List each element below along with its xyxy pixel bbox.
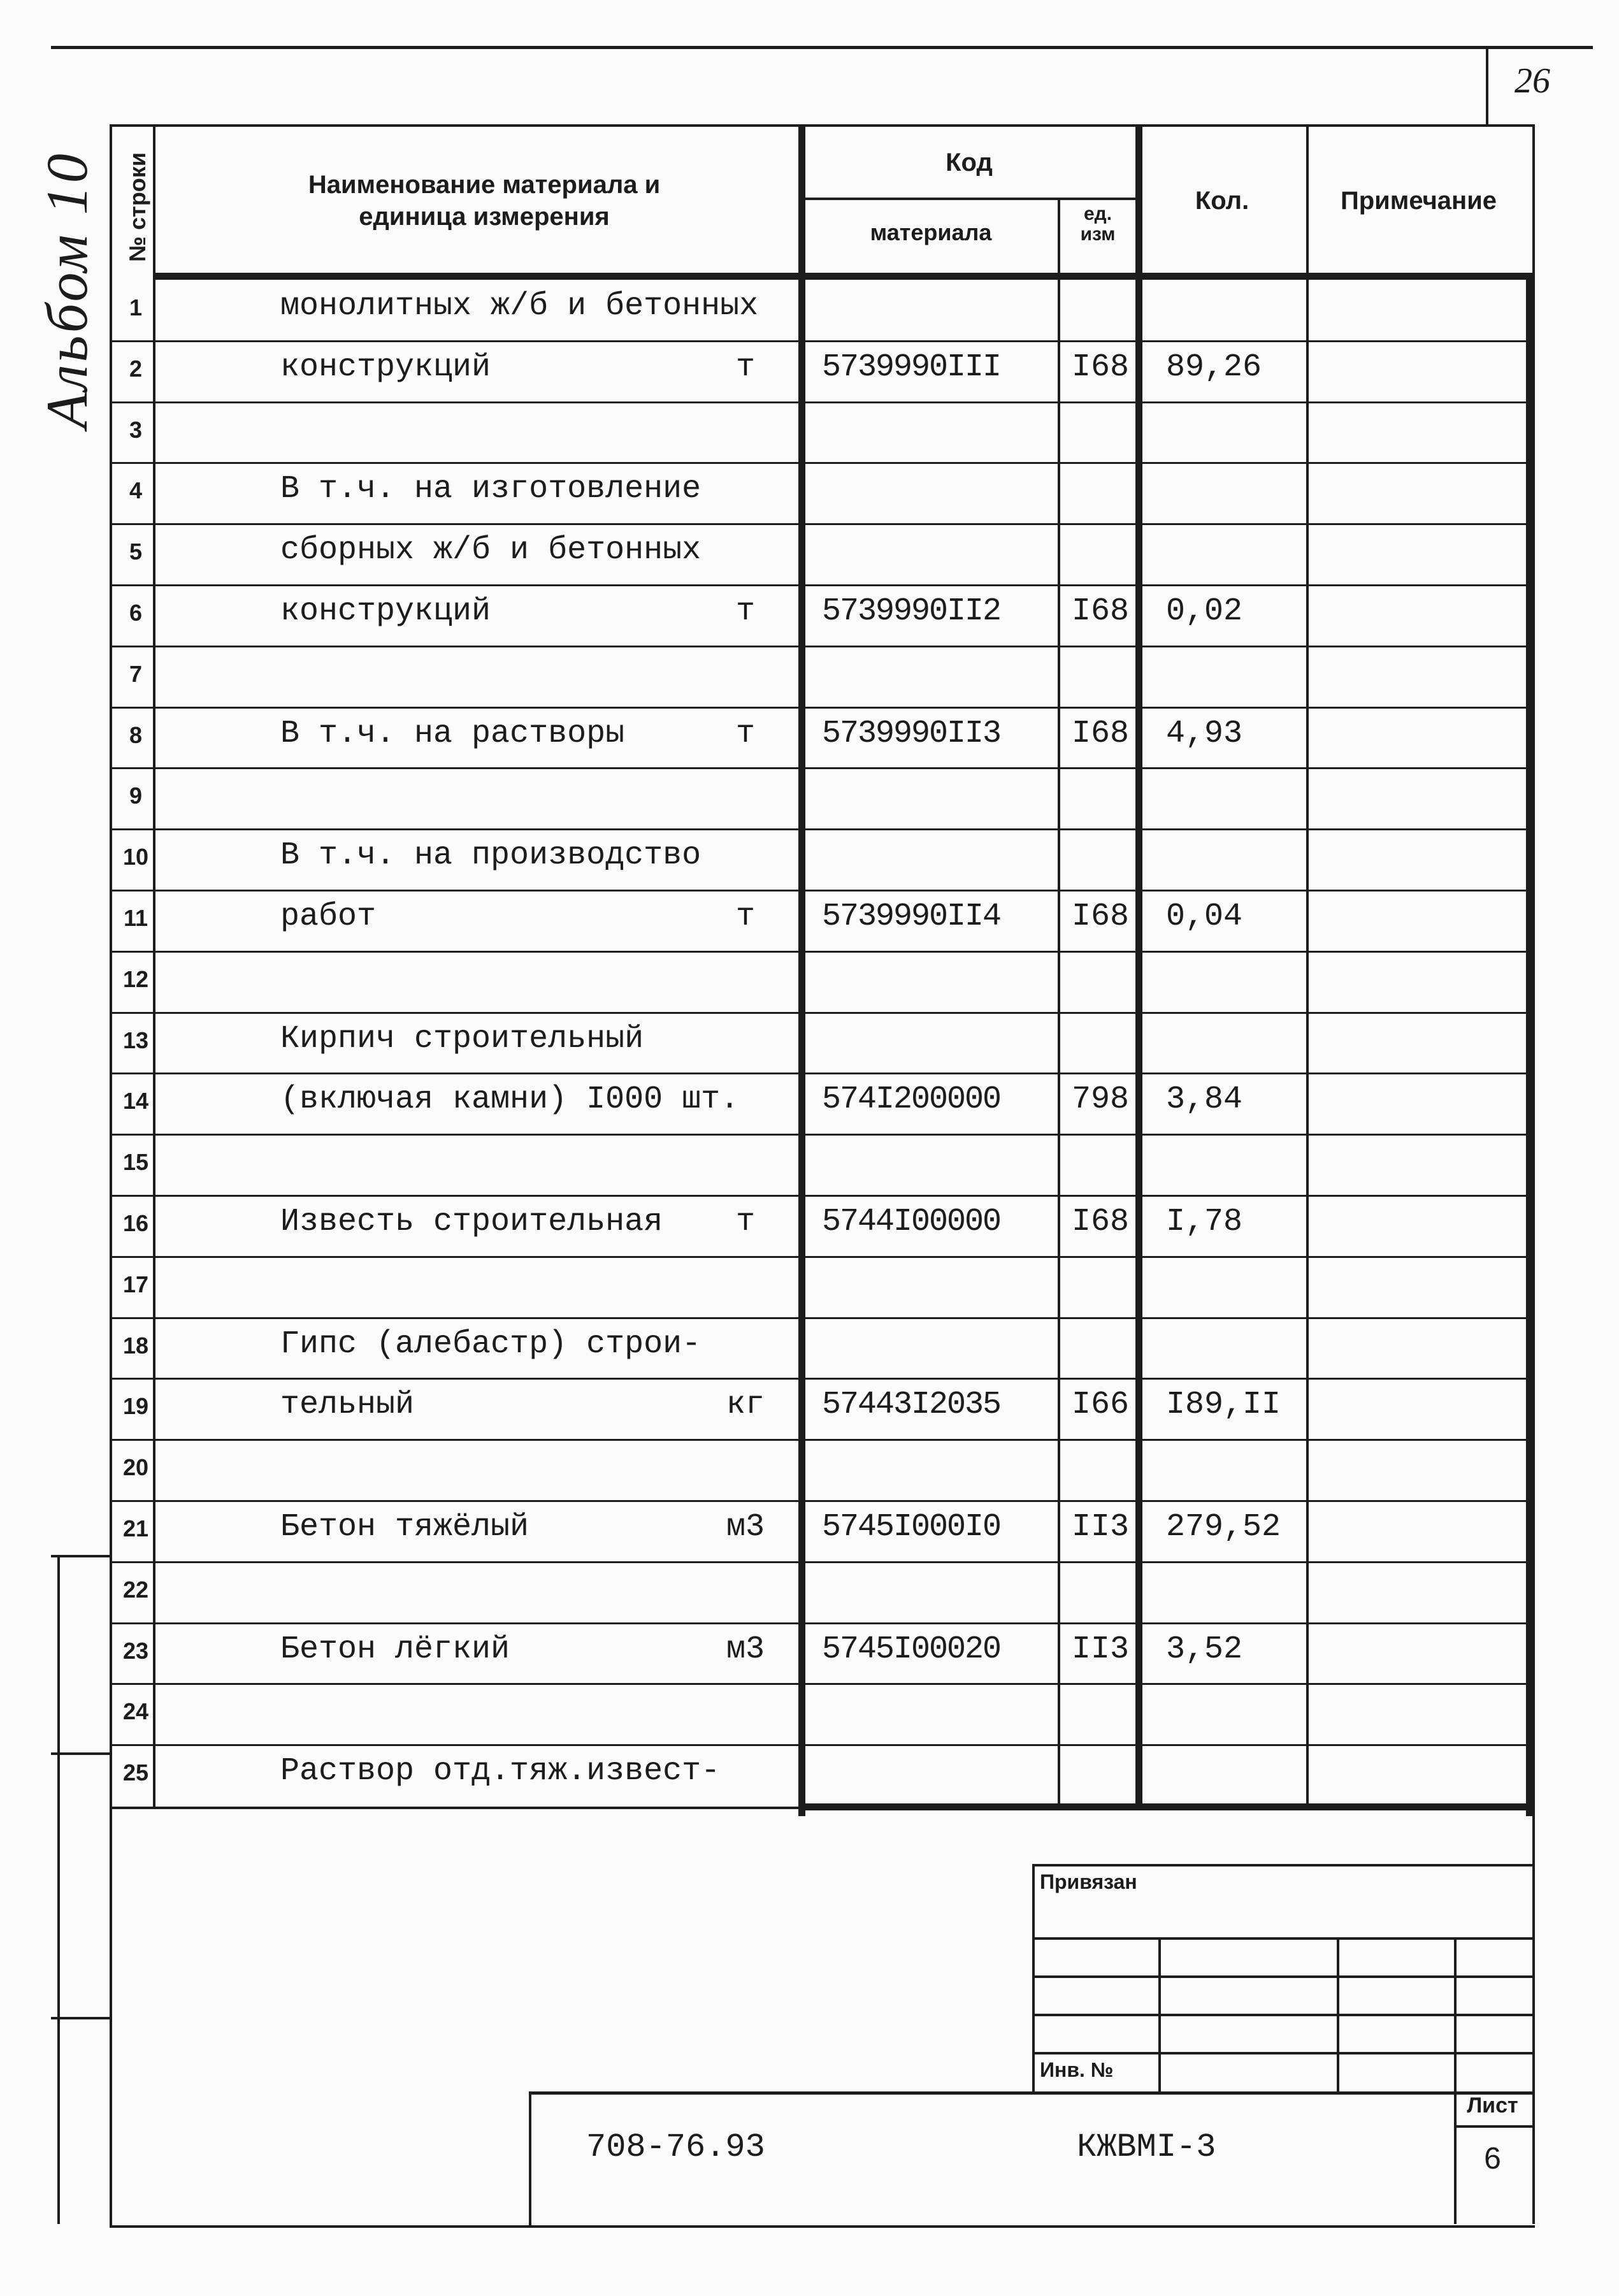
- unit-of-measure: т: [735, 349, 755, 386]
- row-divider: [110, 1561, 1530, 1563]
- material-name: Бетон лёгкий: [280, 1631, 510, 1668]
- material-name: тельный: [280, 1387, 415, 1424]
- row-number: 10: [122, 844, 149, 870]
- row-number: 14: [122, 1088, 149, 1115]
- document-number: 708-76.93: [586, 2128, 765, 2166]
- quantity: 0,02: [1166, 593, 1243, 630]
- header-code-material: материала: [870, 219, 992, 245]
- left-frame: [110, 124, 112, 2227]
- binding-tick-3: [51, 2017, 112, 2019]
- row-divider: [110, 462, 1530, 464]
- sheet-number: 6: [1484, 2142, 1501, 2176]
- row-divider: [110, 584, 1530, 586]
- row-number: 16: [122, 1210, 149, 1236]
- document-code: КЖВМI-3: [1077, 2128, 1216, 2166]
- unit-of-measure: кг: [726, 1387, 765, 1424]
- row-number: 8: [129, 721, 143, 748]
- row-divider: [110, 890, 1530, 892]
- material-name: конструкций: [280, 593, 491, 630]
- material-code: 5745I000I0: [822, 1509, 1001, 1545]
- tb-v-2: [1337, 1937, 1339, 2093]
- unit-code: I68: [1071, 349, 1129, 386]
- row-number: 5: [129, 538, 143, 565]
- unit-code: I66: [1071, 1387, 1129, 1424]
- row-divider: [110, 1744, 1530, 1746]
- row-number: 24: [122, 1698, 149, 1725]
- row-number: 1: [129, 294, 143, 321]
- tb-left-line: [1032, 1864, 1035, 2093]
- ed-col-right: [1135, 124, 1142, 1810]
- tb-line-2: [1032, 1975, 1532, 1978]
- row-divider: [110, 1622, 1530, 1624]
- material-name: Кирпич строительный: [280, 1020, 644, 1057]
- code-subheader-line: [800, 198, 1138, 200]
- tb-line-1: [1032, 1937, 1532, 1940]
- unit-code: II3: [1071, 1631, 1129, 1668]
- row-number: 20: [122, 1454, 149, 1481]
- row-number: 18: [122, 1332, 149, 1359]
- row-number: 22: [122, 1576, 149, 1603]
- quantity: 3,84: [1166, 1081, 1243, 1118]
- quantity: 89,26: [1166, 349, 1262, 386]
- tb-line-4: [1032, 2052, 1532, 2054]
- row-number: 19: [122, 1393, 149, 1420]
- tb-line-3: [1032, 2014, 1532, 2016]
- unit-code: 798: [1071, 1081, 1129, 1118]
- binding-tick-1: [51, 1555, 112, 1557]
- material-code: 5739990II2: [822, 593, 1001, 630]
- row-divider: [110, 767, 1530, 769]
- header-code: Код: [946, 148, 993, 177]
- material-name: Раствор отд.тяж.извест-: [280, 1753, 721, 1790]
- unit-of-measure: т: [735, 1204, 755, 1240]
- row-number: 7: [129, 660, 143, 687]
- material-name: сборных ж/б и бетонных: [280, 532, 702, 569]
- row-divider: [110, 951, 1530, 953]
- tb-v-3: [1454, 1937, 1457, 2224]
- row-divider: [110, 1012, 1530, 1014]
- material-code: 5744I00000: [822, 1204, 1001, 1240]
- unit-code: I68: [1071, 899, 1129, 935]
- binding-tick-2: [51, 1752, 112, 1755]
- material-name: В т.ч. на изготовление: [280, 471, 702, 508]
- row-divider: [110, 1134, 1530, 1136]
- row-divider: [110, 1683, 1530, 1685]
- row-divider: [110, 1195, 1530, 1197]
- unit-code: I68: [1071, 715, 1129, 752]
- row-number: 9: [129, 783, 143, 809]
- album-label: Альбом 10: [34, 151, 99, 429]
- header-note: Примечание: [1340, 187, 1497, 215]
- unit-of-measure: т: [735, 715, 755, 752]
- row-divider: [110, 1317, 1530, 1319]
- quantity: 4,93: [1166, 715, 1243, 752]
- material-name: монолитных ж/б и бетонных: [280, 288, 759, 324]
- material-code: 574I200000: [822, 1081, 1001, 1118]
- material-name: конструкций: [280, 349, 491, 386]
- row-divider: [110, 707, 1530, 709]
- row-number: 17: [122, 1271, 149, 1297]
- row-number: 25: [122, 1759, 149, 1786]
- material-name: (включая камни) I000 шт.: [280, 1081, 740, 1118]
- stamp-left-line: [529, 2091, 531, 2225]
- quantity: I,78: [1166, 1204, 1243, 1240]
- row-divider: [110, 401, 1530, 403]
- row-divider: [110, 1500, 1530, 1502]
- table-bottom-line: [798, 1803, 1533, 1810]
- material-name: Известь строительная: [280, 1204, 663, 1240]
- quantity: 279,52: [1166, 1509, 1281, 1545]
- inv-no-label: Инв. №: [1040, 2058, 1114, 2081]
- material-code: 5745I00020: [822, 1631, 1001, 1668]
- header-code-unit: ед. изм: [1080, 203, 1116, 245]
- unit-of-measure: т: [735, 899, 755, 935]
- unit-code: I68: [1071, 1204, 1129, 1240]
- table-bottom-thin: [110, 1807, 801, 1809]
- material-name: В т.ч. на производство: [280, 837, 702, 874]
- row-divider: [110, 1072, 1530, 1074]
- unit-code: I68: [1071, 593, 1129, 630]
- quantity: I89,II: [1166, 1387, 1281, 1424]
- tb-v-1: [1158, 1937, 1161, 2093]
- material-name: В т.ч. на растворы: [280, 715, 625, 752]
- table-right-edge: [1526, 274, 1533, 1816]
- material-name: работ: [280, 899, 377, 935]
- tb-top-line: [1032, 1864, 1532, 1866]
- unit-of-measure: м3: [726, 1631, 765, 1668]
- material-code: 5739990II3: [822, 715, 1001, 752]
- row-divider: [110, 340, 1530, 342]
- row-divider: [110, 1256, 1530, 1258]
- row-number: 15: [122, 1149, 149, 1176]
- stamp-top-line: [529, 2091, 1532, 2095]
- header-row-number: № строки: [124, 152, 150, 262]
- material-name: Бетон тяжёлый: [280, 1509, 529, 1545]
- sheet-box-line: [1454, 2125, 1532, 2128]
- material-code: 57443I2035: [822, 1387, 1001, 1424]
- row-divider: [110, 828, 1530, 830]
- unit-of-measure: м3: [726, 1509, 765, 1545]
- row-number: 4: [129, 477, 143, 504]
- unit-code: II3: [1071, 1509, 1129, 1545]
- row-number: 11: [123, 905, 148, 931]
- row-divider: [110, 1378, 1530, 1380]
- row-number: 23: [122, 1637, 149, 1664]
- header-name: Наименование материала и единица измерения: [308, 171, 661, 231]
- top-rule: [51, 46, 1593, 49]
- code-mat-right: [1058, 198, 1060, 1810]
- quantity: 3,52: [1166, 1631, 1243, 1668]
- row-divider: [110, 646, 1530, 647]
- privyazan-label: Привязан: [1040, 1870, 1137, 1893]
- row-number: 13: [122, 1027, 149, 1053]
- material-code: 5739990III: [822, 349, 1001, 386]
- row-number: 21: [122, 1515, 149, 1541]
- row-number: 12: [122, 965, 149, 992]
- row-divider: [110, 523, 1530, 525]
- row-number: 6: [129, 600, 143, 626]
- rowno-col-right: [153, 124, 155, 1807]
- row-number: 2: [129, 355, 143, 382]
- row-divider: [110, 1439, 1530, 1441]
- sheet-label: Лист: [1467, 2093, 1518, 2118]
- unit-of-measure: т: [735, 593, 755, 630]
- page-number-box-left: [1486, 46, 1488, 126]
- table-top-line: [110, 124, 1535, 127]
- quantity: 0,04: [1166, 899, 1243, 935]
- page-number: 26: [1515, 61, 1550, 101]
- bottom-frame: [110, 2225, 1535, 2228]
- material-name: Гипс (алебастр) строи-: [280, 1325, 702, 1362]
- header-quantity: Кол.: [1195, 187, 1249, 215]
- header-bottom-line: [153, 273, 1533, 280]
- material-code: 5739990II4: [822, 899, 1001, 935]
- binding-strip-left: [57, 1555, 60, 2224]
- row-number: 3: [129, 416, 143, 443]
